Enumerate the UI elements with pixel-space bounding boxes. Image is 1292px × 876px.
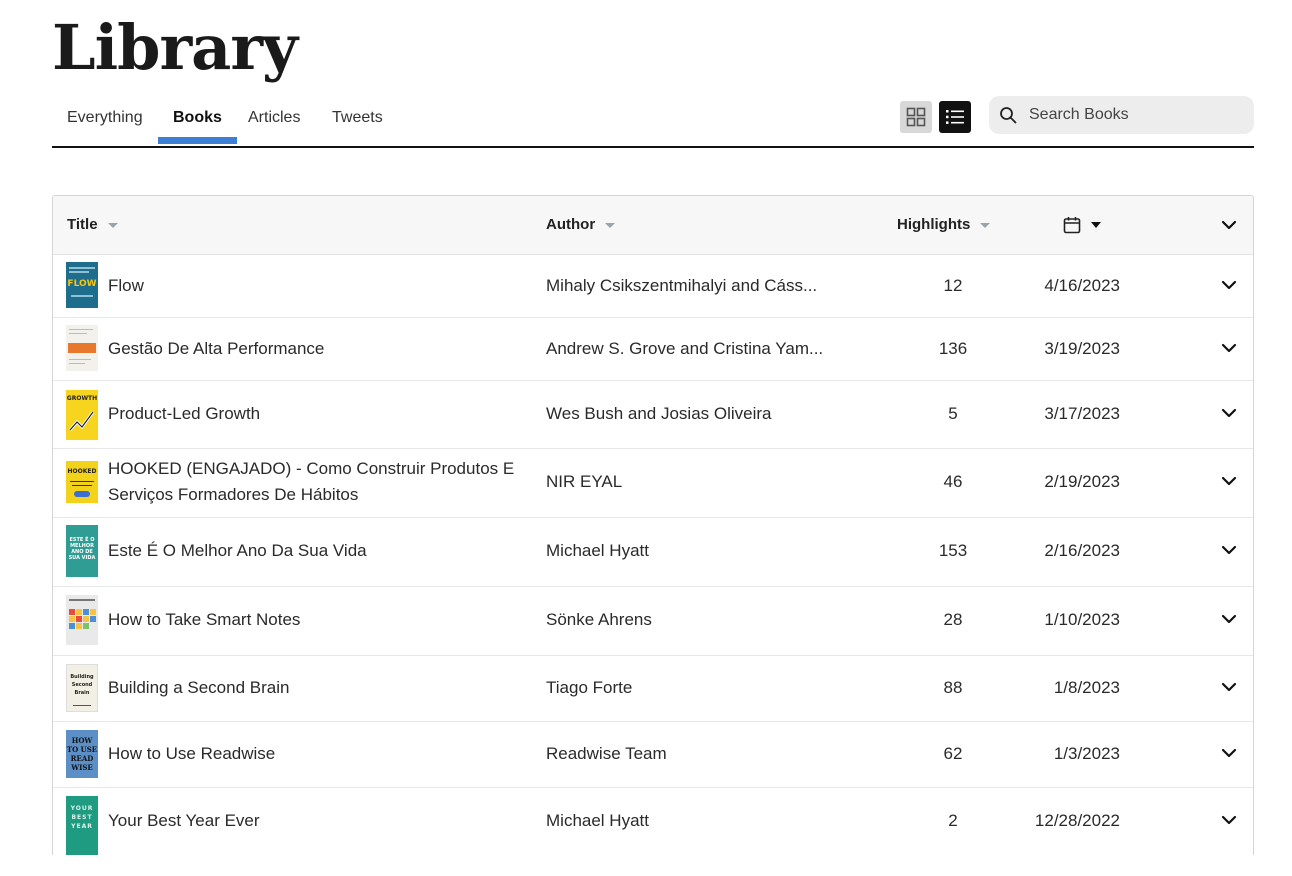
table-row[interactable] <box>53 586 1253 656</box>
table-row[interactable] <box>53 655 1253 722</box>
table-row[interactable] <box>53 721 1253 788</box>
column-author-header[interactable]: Author <box>546 196 615 254</box>
books-table <box>52 195 1254 855</box>
book-cover <box>66 325 98 371</box>
sort-caret-icon <box>980 223 990 228</box>
book-author: NIR EYAL <box>546 472 623 491</box>
book-cover: ESTE É O MELHOR ANO DE SUA VIDA <box>66 525 98 577</box>
chevron-down-icon[interactable] <box>1219 540 1239 560</box>
search-icon <box>999 106 1017 124</box>
column-highlights-header[interactable]: Highlights <box>897 196 990 254</box>
table-header <box>53 196 1253 255</box>
book-cover: FLOW <box>66 262 98 308</box>
expand-all-chevron-icon[interactable] <box>1219 215 1239 235</box>
book-author: Sönke Ahrens <box>546 610 652 629</box>
highlight-count: 2 <box>948 811 958 830</box>
book-cover: YOUR BEST YEAR <box>66 796 98 855</box>
book-cover: GROWTH <box>66 390 98 440</box>
table-row[interactable] <box>53 380 1253 449</box>
highlight-count: 62 <box>943 744 963 763</box>
table-row[interactable] <box>53 317 1253 381</box>
book-date: 1/8/2023 <box>1053 678 1120 697</box>
table-row[interactable] <box>53 448 1253 518</box>
book-cover: Building Second Brain <box>66 664 98 712</box>
chevron-down-icon[interactable] <box>1219 743 1239 763</box>
search-input[interactable] <box>1027 105 1231 125</box>
chevron-down-icon[interactable] <box>1219 677 1239 697</box>
column-date-header[interactable] <box>1063 196 1101 254</box>
highlight-count: 136 <box>938 339 968 358</box>
highlight-count: 28 <box>943 610 963 629</box>
tab-articles[interactable]: Articles <box>248 109 301 126</box>
book-date: 12/28/2022 <box>1034 811 1120 830</box>
highlight-count: 12 <box>943 276 963 295</box>
chevron-down-icon[interactable] <box>1219 338 1239 358</box>
book-title: Gestão De Alta Performance <box>108 339 325 358</box>
book-date: 1/3/2023 <box>1053 744 1120 763</box>
book-date: 4/16/2023 <box>1044 276 1120 295</box>
tab-books[interactable]: Books <box>158 96 237 144</box>
highlight-count: 153 <box>938 541 968 560</box>
book-date: 2/19/2023 <box>1044 472 1120 491</box>
book-cover: HOW TO USE READ WISE <box>66 730 98 778</box>
column-title-header[interactable]: Title <box>67 196 118 254</box>
chevron-down-icon[interactable] <box>1219 275 1239 295</box>
book-author: Tiago Forte <box>546 678 633 697</box>
book-title: HOOKED (ENGAJADO) - Como Construir Produtos E Serviços Formadores De Hábitos <box>108 459 515 504</box>
book-date: 3/17/2023 <box>1044 404 1120 423</box>
book-cover: HOOKED <box>66 461 98 503</box>
chevron-down-icon[interactable] <box>1219 609 1239 629</box>
book-date: 2/16/2023 <box>1044 541 1120 560</box>
sort-caret-icon <box>1091 222 1101 228</box>
book-author: Mihaly Csikszentmihalyi and Cáss... <box>546 276 818 295</box>
book-author: Wes Bush and Josias Oliveira <box>546 404 772 423</box>
book-title: How to Use Readwise <box>108 744 276 763</box>
search-box <box>989 96 1254 134</box>
book-author: Readwise Team <box>546 744 667 763</box>
table-row[interactable] <box>53 787 1253 855</box>
sort-caret-icon <box>108 223 118 228</box>
grid-icon <box>906 107 926 127</box>
book-title: Your Best Year Ever <box>108 811 260 830</box>
book-date: 1/10/2023 <box>1044 610 1120 629</box>
highlight-count: 46 <box>943 472 963 491</box>
book-title: Flow <box>108 276 144 295</box>
table-row[interactable] <box>53 254 1253 318</box>
book-cover <box>66 595 98 645</box>
book-date: 3/19/2023 <box>1044 339 1120 358</box>
tab-everything[interactable]: Everything <box>67 109 143 126</box>
highlight-count: 88 <box>943 678 963 697</box>
calendar-icon <box>1063 216 1081 234</box>
book-author: Michael Hyatt <box>546 541 649 560</box>
chevron-down-icon[interactable] <box>1219 810 1239 830</box>
tab-tweets[interactable]: Tweets <box>332 109 383 126</box>
book-title: Product-Led Growth <box>108 404 261 423</box>
list-view-button[interactable] <box>939 101 971 133</box>
book-author: Andrew S. Grove and Cristina Yam... <box>546 339 824 358</box>
sort-caret-icon <box>605 223 615 228</box>
highlight-count: 5 <box>948 404 958 423</box>
book-author: Michael Hyatt <box>546 811 649 830</box>
list-icon <box>945 107 965 127</box>
chevron-down-icon[interactable] <box>1219 403 1239 423</box>
book-title: Este É O Melhor Ano Da Sua Vida <box>108 541 367 560</box>
book-title: How to Take Smart Notes <box>108 610 301 629</box>
chevron-down-icon[interactable] <box>1219 471 1239 491</box>
table-row[interactable] <box>53 517 1253 587</box>
page-title: Library <box>52 11 298 84</box>
book-title: Building a Second Brain <box>108 678 290 697</box>
grid-view-button[interactable] <box>900 101 932 133</box>
